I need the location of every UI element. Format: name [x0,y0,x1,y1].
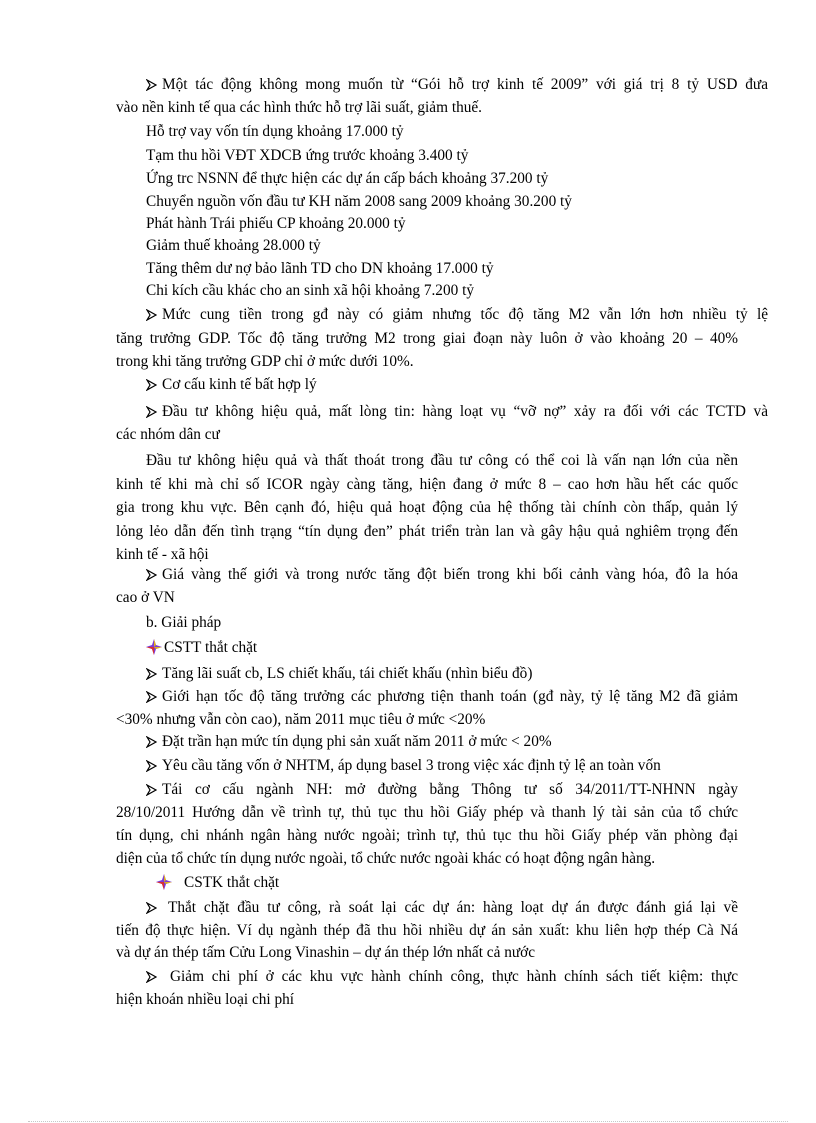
list-item: Chuyển nguồn vốn đầu tư KH năm 2008 sang 2009 khoảng 30.200 tỷ [146,193,572,210]
paragraph-line: kinh tế khi mà chỉ số ICOR ngày càng tăng, hiện đang ở mức 8 – cao hơn hầu hết các quốc [116,476,738,493]
arrowhead-icon [146,74,162,96]
paragraph-line: tín dụng, chi nhánh ngân hàng nước ngoài; trình tự, thủ tục thu hồi Giấy phép văn phòng đại [116,827,738,844]
list-item: Tạm thu hồi VĐT XDCB ứng trước khoảng 3.400 tỷ [146,147,469,164]
arrowhead-icon [146,401,162,423]
arrowhead-icon [146,779,162,801]
paragraph-line: Thắt chặt đầu tư công, rà soát lại các dự án: hàng loạt dự án được đánh giá lại về [146,897,738,919]
paragraph-line: tiến độ thực hiện. Ví dụ ngành thép đã thu hồi nhiều dự án sản xuất: khu liên hợp thép Cà Ná [116,922,738,939]
subsection-heading: CSTK thắt chặt [156,872,778,894]
paragraph-line: 28/10/2011 Hướng dẫn về trình tự, thủ tục thu hồi Giấy phép và thanh lý tài sản của tổ chức [116,804,738,821]
paragraph-line: Đầu tư không hiệu quả, mất lòng tin: hàng loạt vụ “vỡ nợ” xảy ra đối với các TCTD và [146,401,768,423]
bullet-line: Yêu cầu tăng vốn ở NHTM, áp dụng basel 3 trong việc xác định tỷ lệ an toàn vốn [146,755,768,777]
arrowhead-icon [146,686,162,708]
subsection-heading: CSTT thắt chặt [146,637,768,659]
section-heading: b. Giải pháp [146,614,222,631]
bullet-line: Cơ cấu kinh tế bất hợp lý [146,374,768,396]
page-bottom-divider [28,1121,788,1122]
arrowhead-icon [146,966,170,988]
paragraph-line: Đầu tư không hiệu quả và thất thoát trong đầu tư công có thể coi là vấn nạn lớn của nền [146,452,738,469]
arrowhead-icon [146,304,162,326]
arrowhead-icon [146,374,162,396]
list-item: Giảm thuế khoảng 28.000 tỷ [146,237,321,254]
arrowhead-icon [146,897,168,919]
paragraph-line: trong khi tăng trưởng GDP chỉ ở mức dưới 10%. [116,353,414,370]
paragraph-line: <30% nhưng vẫn còn cao), năm 2011 mục tiêu ở mức <20% [116,711,486,728]
paragraph-line: cao ở VN [116,589,175,606]
list-item: Phát hành Trái phiếu CP khoảng 20.000 tỷ [146,215,406,232]
paragraph-line: Giá vàng thế giới và trong nước tăng đột biến trong khi bối cảnh vàng hóa, đô la hóa [146,564,738,586]
paragraph-line: và dự án thép tấm Cửu Long Vinashin – dự án thép lớn nhất cả nước [116,944,536,961]
list-item: Chi kích cầu khác cho an sinh xã hội khoảng 7.200 tỷ [146,282,474,299]
paragraph-line: kinh tế - xã hội [116,546,209,563]
arrowhead-icon [146,755,162,777]
four-point-star-icon [146,637,164,659]
paragraph-line: tăng trưởng GDP. Tốc độ tăng trưởng M2 trong giai đoạn này luôn ở vào khoảng 20 – 40% [116,330,738,347]
paragraph-line: Tái cơ cấu ngành NH: mở đường bằng Thông tư số 34/2011/TT-NHNN ngày [146,779,738,801]
arrowhead-icon [146,663,162,685]
list-item: Hỗ trợ vay vốn tín dụng khoảng 17.000 tỷ [146,123,404,140]
four-point-star-icon [156,872,184,894]
arrowhead-icon [146,731,162,753]
arrowhead-icon [146,564,162,586]
paragraph-line: diện của tổ chức tín dụng nước ngoài, tổ chức nước ngoài khác có hoạt động ngân hàng. [116,850,656,867]
bullet-line: Đặt trần hạn mức tín dụng phi sản xuất năm 2011 ở mức < 20% [146,731,768,753]
paragraph-line: gia trong khu vực. Bên cạnh đó, hiệu quả hoạt động của hệ thống tài chính còn thấp, quản lý [116,499,738,516]
paragraph-line: lỏng lẻo dẫn đến tình trạng “tín dụng đen” phát triển tràn lan và gây hậu quả nghiêm trọng đến [116,523,738,540]
paragraph-line: Giới hạn tốc độ tăng trưởng các phương tiện thanh toán (gđ này, tỷ lệ tăng M2 đã giảm [146,686,738,708]
list-item: Ứng trc NSNN để thực hiện các dự án cấp bách khoảng 37.200 tỷ [146,170,549,187]
paragraph-line: các nhóm dân cư [116,426,220,443]
paragraph-line: vào nền kinh tế qua các hình thức hỗ trợ lãi suất, giảm thuế. [116,99,482,116]
list-item: Tăng thêm dư nợ bảo lãnh TD cho DN khoảng 17.000 tỷ [146,260,494,277]
paragraph-line: hiện khoán nhiều loại chi phí [116,991,294,1008]
bullet-line: Tăng lãi suất cb, LS chiết khấu, tái chiết khấu (nhìn biểu đồ) [146,663,768,685]
paragraph-line: Mức cung tiền trong gđ này có giảm nhưng tốc độ tăng M2 vẫn lớn hơn nhiều tỷ lệ [146,304,768,326]
paragraph-line: Giảm chi phí ở các khu vực hành chính công, thực hành chính sách tiết kiệm: thực [146,966,738,988]
paragraph-line: Một tác động không mong muốn từ “Gói hỗ trợ kinh tế 2009” với giá trị 8 tỷ USD đưa [146,74,768,96]
